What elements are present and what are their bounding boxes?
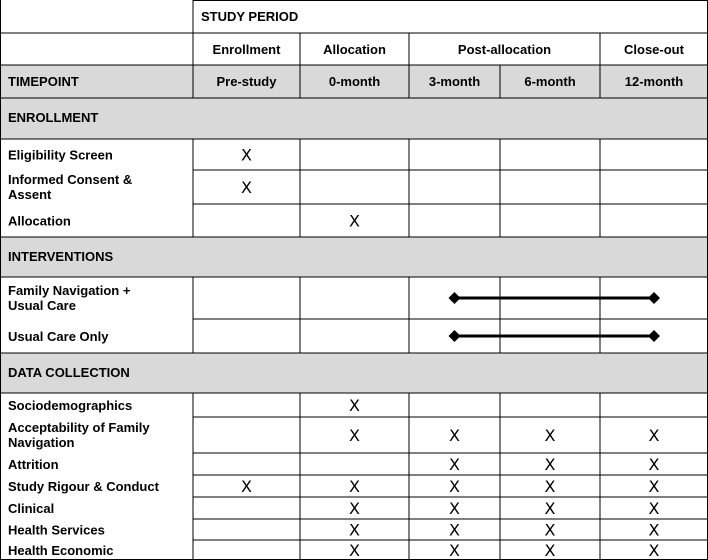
schedule-mark: X	[449, 499, 460, 518]
span-end-diamond	[648, 330, 660, 342]
timepoint-header: 12-month	[624, 74, 684, 89]
schedule-mark: X	[241, 178, 252, 197]
schedule-mark: X	[349, 477, 360, 496]
timepoint-header: 6-month	[524, 74, 576, 89]
row-label: Assent	[8, 187, 52, 202]
schedule-mark: X	[449, 541, 460, 560]
section-title: INTERVENTIONS	[8, 249, 114, 264]
period-header: Post-allocation	[457, 42, 552, 57]
schedule-mark: X	[544, 426, 556, 445]
row-label: Clinical	[8, 501, 55, 516]
period-header: Enrollment	[212, 42, 281, 57]
schedule-mark: X	[544, 520, 556, 540]
timepoint-header: 3-month	[428, 74, 481, 89]
schedule-mark: X	[241, 477, 252, 496]
row-label: Health Economic	[8, 543, 114, 558]
period-header: Close-out	[624, 42, 684, 57]
row-label: Attrition	[8, 457, 59, 472]
schedule-mark: X	[349, 426, 360, 445]
schedule-mark: X	[544, 455, 556, 474]
period-header: Allocation	[323, 42, 386, 57]
row-label: Usual Care	[8, 298, 76, 313]
schedule-mark: X	[648, 520, 660, 540]
schedule-mark: X	[648, 541, 660, 560]
schedule-mark: X	[349, 499, 360, 518]
row-label: Study Rigour & Conduct	[8, 479, 159, 494]
timepoint-header: 0-month	[328, 74, 381, 89]
schedule-mark: X	[544, 541, 556, 560]
schedule-mark: X	[449, 477, 460, 496]
row-label: Sociodemographics	[8, 398, 133, 413]
schedule-mark: X	[449, 520, 460, 540]
schedule-mark: X	[349, 396, 360, 415]
row-label: Informed Consent &	[8, 172, 133, 187]
schedule-mark: X	[349, 211, 360, 231]
span-end-diamond	[449, 292, 461, 304]
row-label: Allocation	[8, 213, 71, 229]
schedule-mark: X	[648, 477, 660, 496]
timepoint-header: Pre-study	[216, 74, 277, 89]
schedule-mark: X	[648, 455, 660, 474]
schedule-mark: X	[241, 145, 252, 165]
row-label: Eligibility Screen	[8, 147, 113, 163]
section-title: DATA COLLECTION	[8, 365, 130, 380]
span-end-diamond	[648, 292, 660, 304]
row-label: Health Services	[8, 522, 105, 538]
study-period-label: STUDY PERIOD	[201, 9, 299, 24]
schedule-mark: X	[648, 499, 660, 518]
schedule-mark: X	[449, 426, 460, 445]
row-label: Acceptability of Family	[8, 420, 150, 435]
schedule-mark: X	[544, 499, 556, 518]
timepoint-label: TIMEPOINT	[8, 74, 79, 89]
section-header-background	[0, 98, 708, 139]
schedule-mark: X	[544, 477, 556, 496]
schedule-mark: X	[449, 455, 460, 474]
schedule-mark: X	[349, 541, 360, 560]
section-title: ENROLLMENT	[8, 110, 99, 125]
row-label: Usual Care Only	[8, 329, 109, 344]
schedule-mark: X	[648, 426, 660, 445]
span-end-diamond	[449, 330, 461, 342]
schedule-mark: X	[349, 520, 360, 540]
row-label: Family Navigation +	[8, 283, 131, 298]
row-label: Navigation	[8, 435, 75, 450]
